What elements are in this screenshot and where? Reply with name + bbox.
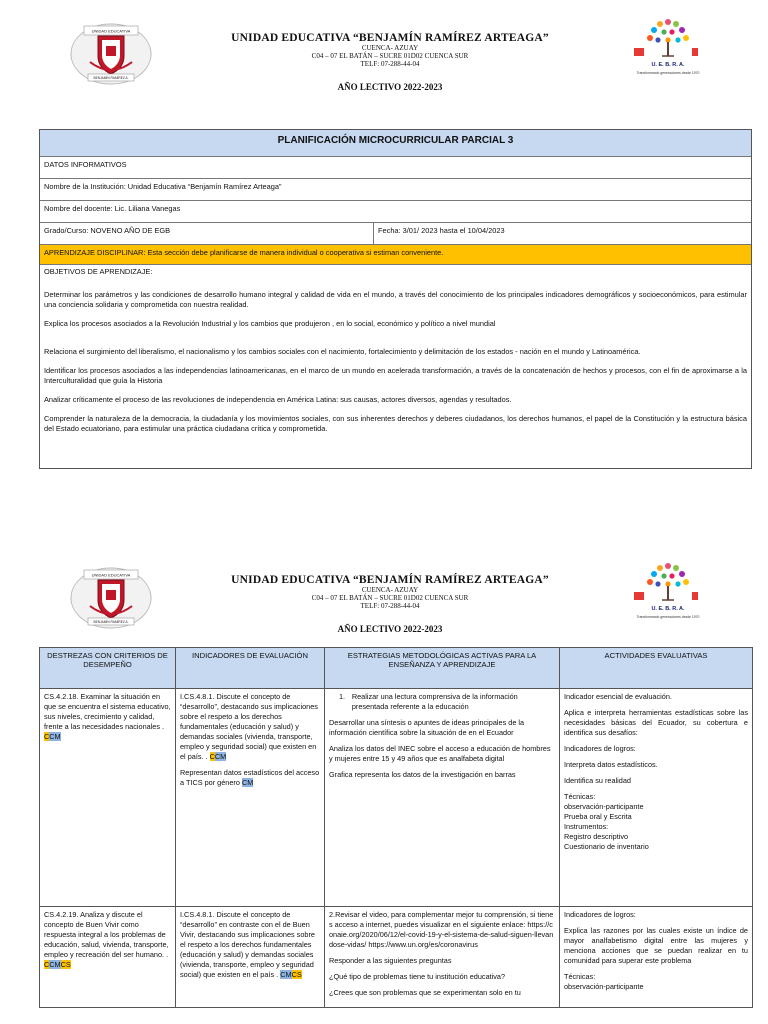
docente-field: Nombre del docente: Lic. Liliana Vanegas (40, 201, 751, 223)
institucion-field: Nombre de la Institución: Unidad Educativa “Benjamín Ramírez Arteaga” (40, 179, 751, 201)
table-row (40, 907, 753, 1008)
school-address: C04 – 07 EL BATÁN – SUCRE 01D02 CUENCA SUR (311, 52, 469, 60)
page-header-2 (0, 548, 768, 658)
indicador-text: I.CS.4.8.1. Discute el concepto de “desarrollo”, destacando sus implicaciones sobre el respeto a los derechos fundamentales (educación y salud) y demandas sociales (vivienda, transporte, empleo y seguridad social) que existen en el país. . (180, 692, 318, 761)
svg-text:BENJAMÍN RAMÍREZ A.: BENJAMÍN RAMÍREZ A. (93, 76, 129, 80)
actividad-text: Indicadores de logros: (564, 744, 636, 753)
header-text-block (180, 574, 600, 634)
actividad-text: Indicador esencial de evaluación. (564, 692, 672, 701)
objetivo-item: Identificar los procesos asociados a las independencias latinoamericanas, en el marco de un mundo en acelerada transformación, a través de la concatenación de hechos y procesos, con el fin de aproximarse a la Interculturalidad que guía la Historia (44, 366, 747, 385)
school-name: UNIDAD EDUCATIVA “BENJAMÍN RAMÍREZ ARTEAGA” (231, 32, 549, 44)
indicador-text: Representan datos estadísticos del acceso a TICS por género (180, 768, 320, 787)
actividad-text: observación-participante (564, 982, 644, 991)
tag-c: C (44, 732, 50, 741)
header-text-block (180, 32, 600, 92)
tag-c: C (209, 752, 215, 761)
col-header-destrezas: DESTREZAS CON CRITERIOS DE DESEMPEÑO (40, 648, 176, 689)
objetivos-label: OBJETIVOS DE APRENDIZAJE: (44, 267, 153, 276)
tag-cm: CM (49, 960, 61, 969)
actividades-cell (560, 689, 753, 907)
objetivo-item: Explica los procesos asociados a la Revolución Industrial y los cambios que produjeron , en lo social, económico y político a nivel mundial (44, 319, 496, 328)
estrategia-text: ¿Qué tipo de problemas tiene tu institución educativa? (329, 972, 506, 981)
indicador-cell (176, 689, 325, 907)
svg-text:Transformando generaciones des: Transformando generaciones desde 1970 (636, 71, 700, 75)
destreza-text: CS.4.2.19. Analiza y discute el concepto de Buen Vivir como respuesta integral a los problemas de educación, salud, vivienda, transporte, empleo y recreación del ser humano. . (44, 910, 169, 959)
school-year: AÑO LECTIVO 2022-2023 (337, 82, 443, 92)
objetivo-item: Relaciona el surgimiento del liberalismo, el nacionalismo y los cambios sociales con el nacimiento, fortalecimiento y delimitación de los estados - nación en el mundo y Latinoamérica. (44, 347, 641, 356)
estrategia-text: Realizar una lectura comprensiva de la información presentada referente a la educación (351, 692, 518, 711)
actividad-text: Técnicas: observación-participante Prueba oral y Escrita Instrumentos: Registro descriptivo Cuestionario de inventario (564, 792, 649, 851)
school-phone: TELF: 07-288-44-04 (360, 602, 420, 610)
actividades-cell (560, 907, 753, 1008)
page-header-1 (0, 0, 768, 110)
col-header-actividades: ACTIVIDADES EVALUATIVAS (560, 648, 753, 689)
svg-text:UNIDAD EDUCATIVA: UNIDAD EDUCATIVA (91, 28, 131, 34)
school-city: CUENCA- AZUAY (361, 44, 419, 52)
school-year: AÑO LECTIVO 2022-2023 (337, 624, 443, 634)
school-crest-logo (70, 22, 152, 86)
tag-cm: CM (280, 970, 292, 979)
fecha-field: Fecha: 3/01/ 2023 hasta el 10/04/2023 (378, 226, 505, 235)
datos-informativos-label: DATOS INFORMATIVOS (40, 157, 751, 179)
objetivo-item: Comprender la naturaleza de la democracia, la ciudadanía y los movimientos sociales, con sus inherentes derechos y deberes ciudadanos, los derechos humanos, el papel de la Constitución y la estructura básica del Estado ecuatoriano, para estimular una práctica ciudadana crítica y comprometida. (44, 414, 747, 433)
estrategia-text: 2.Revisar el video, para complementar mejor tu comprensión, si tienes acceso a internet, puedes visualizar en el siguiente enlace: https://conaie.org/2020/06/12/el-covid-19-y-el-sistema-de-salud-siguen-llevandose-vidas/ https://www.un.org/es/coronavirus (329, 910, 554, 949)
svg-text:U. E. B. R. A.: U. E. B. R. A. (651, 62, 685, 68)
col-header-indicadores: INDICADORES DE EVALUACIÓN (176, 648, 325, 689)
tag-cm: CM (49, 732, 61, 741)
estrategia-text: ¿Crees que son problemas que se experimentan solo en tu (329, 988, 521, 997)
tag-cs: CS (60, 960, 71, 969)
tag-cm: CM (241, 778, 254, 787)
ueb-ra-logo (618, 556, 718, 626)
actividad-text: Técnicas: (564, 972, 596, 981)
estrategia-text: Grafica representa los datos de la investigación en barras (329, 770, 516, 779)
actividad-text: Interpreta datos estadísticos. (564, 760, 658, 769)
destreza-cell (40, 689, 176, 907)
planificacion-box (39, 129, 752, 469)
indicador-text: I.CS.4.8.1. Discute el concepto de “desarrollo” en contraste con el de Buen Vivir, destacando sus implicaciones sobre el respeto a los derechos fundamentales (educación y salud) y demandas sociales (vivienda, transporte, empleo y seguridad social) que existen en el país . (180, 910, 315, 979)
tag-cm: CM (214, 752, 227, 761)
estrategia-cell (325, 907, 560, 1008)
grado-fecha-row (40, 223, 751, 245)
school-phone: TELF: 07-288-44-04 (360, 60, 420, 68)
estrategia-text: Responder a las siguientes preguntas (329, 956, 452, 965)
col-header-estrategias: ESTRATEGIAS METODOLÓGICAS ACTIVAS PARA LA ENSEÑANZA Y APRENDIZAJE (325, 648, 560, 689)
actividad-text: Aplica e interpreta herramientas estadísticas sobre las necesidades básicas del Ecuador, su cobertura e identifica sus desafíos: (564, 708, 748, 737)
estrategia-text: Desarrollar una síntesis o apuntes de ideas principales de la información científica sobre la situación de en el Ecuador (329, 718, 525, 737)
table-row (40, 689, 753, 907)
svg-text:BENJAMÍN RAMÍREZ A.: BENJAMÍN RAMÍREZ A. (93, 620, 129, 624)
school-crest-logo (70, 566, 152, 630)
svg-text:UNIDAD EDUCATIVA: UNIDAD EDUCATIVA (91, 572, 131, 578)
plan-title: PLANIFICACIÓN MICROCURRICULAR PARCIAL 3 (40, 130, 751, 157)
school-city: CUENCA- AZUAY (361, 586, 419, 594)
destreza-text: CS.4.2.18. Examinar la situación en que se encuentra el sistema educativo, sus niveles, crecimiento y calidad, frente a las necesidades nacionales . (44, 692, 171, 731)
indicador-cell (176, 907, 325, 1008)
objetivos-section (40, 265, 751, 446)
svg-text:U. E. B. R. A.: U. E. B. R. A. (651, 606, 685, 612)
actividad-text: Explica las razones por las cuales existe un índice de mayor analfabetismo digital entre las mujeres y menciona acciones que se puedan realizar en tu comunidad para superar este problema (564, 926, 748, 965)
destreza-cell (40, 907, 176, 1008)
ueb-ra-logo (618, 12, 718, 82)
table-header-row (40, 648, 753, 689)
school-name: UNIDAD EDUCATIVA “BENJAMÍN RAMÍREZ ARTEAGA” (231, 574, 549, 586)
estrategia-cell (325, 689, 560, 907)
school-address: C04 – 07 EL BATÁN – SUCRE 01D02 CUENCA SUR (311, 594, 469, 602)
objetivo-item: Analizar críticamente el proceso de las revoluciones de independencia en América Latina: sus causas, actores diversos, agendas y resultados. (44, 395, 512, 404)
actividad-text: Indicadores de logros: (564, 910, 636, 919)
grado-field: Grado/Curso: NOVENO AÑO DE EGB (40, 223, 374, 244)
tag-cs: CS (291, 970, 302, 979)
planning-table (39, 647, 753, 1008)
list-number: 1. (339, 692, 346, 701)
actividad-text: Identifica su realidad (564, 776, 631, 785)
svg-text:Transformando generaciones des: Transformando generaciones desde 1970 (636, 615, 700, 619)
aprendizaje-disciplinar: APRENDIZAJE DISCIPLINAR: Esta sección debe planificarse de manera individual o cooperativa si estiman conveniente. (40, 245, 751, 265)
tag-c: C (44, 960, 50, 969)
objetivo-item: Determinar los parámetros y las condiciones de desarrollo humano integral y calidad de vida en el mundo, a través del conocimiento de los principales indicadores demográficos y socioeconómicos, para estimular una conciencia solidaria y comprometida con nuestra realidad. (44, 290, 747, 309)
estrategia-text: Analiza los datos del INEC sobre el acceso a educación de hombres y mujeres entre 15 y 49 años que es analfabeta digital (329, 744, 551, 763)
